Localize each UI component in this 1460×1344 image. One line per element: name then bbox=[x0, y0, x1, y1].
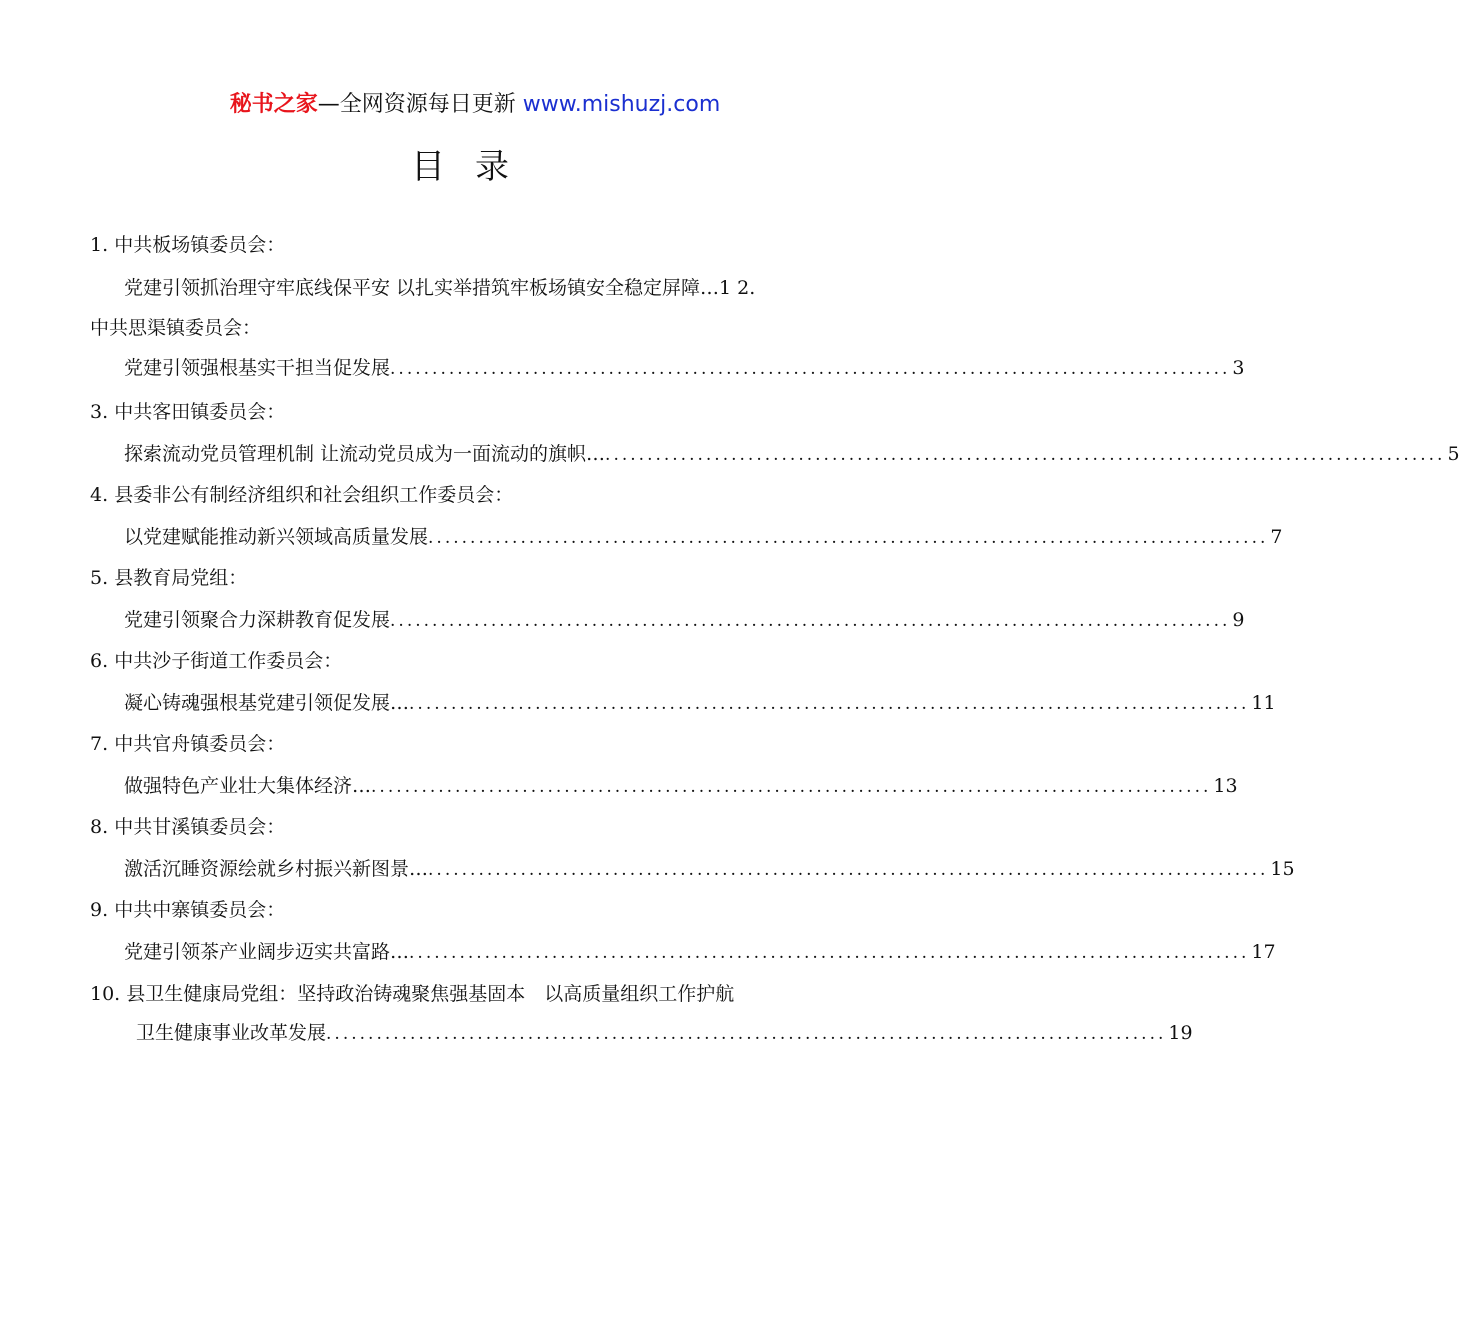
toc-page-number: 9 bbox=[1232, 609, 1245, 631]
toc-leader-dots: .................................................................................................... bbox=[326, 1024, 1167, 1044]
toc-org-10 bbox=[90, 980, 734, 1008]
toc-page-number: 7 bbox=[1270, 526, 1283, 548]
toc-org-6 bbox=[90, 647, 342, 675]
toc-org-4 bbox=[90, 481, 513, 509]
toc-page-number: 5 bbox=[1447, 443, 1460, 465]
banner-dash: — bbox=[317, 92, 340, 117]
site-url[interactable]: www.mishuzj.com bbox=[522, 92, 721, 117]
site-banner bbox=[0, 88, 950, 122]
toc-entry-10[interactable] bbox=[136, 1019, 1193, 1048]
toc-org-label: 中共客田镇委员会： bbox=[114, 401, 286, 423]
toc-org-label: 中共官舟镇委员会： bbox=[114, 733, 286, 755]
toc-page-number: 17 bbox=[1251, 941, 1276, 963]
toc-leader-dots: .................................................................................................... bbox=[390, 611, 1231, 631]
toc-number: 6. bbox=[90, 650, 109, 672]
toc-leader-dots: .................................................................................................... bbox=[428, 860, 1269, 880]
toc-org-5 bbox=[90, 564, 247, 592]
toc-leader-dots: .................................................................................................... bbox=[371, 777, 1212, 797]
toc-number: 3. bbox=[90, 401, 109, 423]
toc-org-3 bbox=[90, 398, 285, 426]
toc-entry-title: 党建引领抓治理守牢底线保平安 以扎实举措筑牢板场镇安全稳定屏障…1 2. bbox=[124, 277, 756, 299]
toc-org-7 bbox=[90, 730, 285, 758]
toc-org-label: 中共中寨镇委员会： bbox=[114, 899, 286, 921]
toc-page-number: 3 bbox=[1232, 357, 1245, 379]
toc-page-number: 19 bbox=[1168, 1022, 1193, 1044]
toc-entry-title: 做强特色产业壮大集体经济… bbox=[124, 775, 372, 797]
toc-org-label: 县卫生健康局党组：坚持政治铸魂聚焦强基固本 以高质量组织工作护航 bbox=[126, 983, 735, 1005]
toc-leader-dots: .................................................................................................... bbox=[390, 359, 1231, 379]
toc-number: 7. bbox=[90, 733, 109, 755]
toc-leader-dots: .................................................................................................... bbox=[409, 943, 1250, 963]
toc-entry-title: 党建引领茶产业阔步迈实共富路… bbox=[124, 941, 410, 963]
toc-leader-dots: .................................................................................................... bbox=[409, 694, 1250, 714]
toc-entry-title: 党建引领强根基实干担当促发展 bbox=[124, 357, 391, 379]
toc-entry-9[interactable] bbox=[124, 938, 1276, 967]
toc-number: 4. bbox=[90, 484, 109, 506]
toc-org-label: 县委非公有制经济组织和社会组织工作委员会： bbox=[114, 484, 514, 506]
toc-leader-dots: .................................................................................................... bbox=[605, 445, 1446, 465]
page-title: 目录 bbox=[411, 147, 539, 187]
toc-number: 1. bbox=[90, 234, 109, 256]
toc-entry-title: 党建引领聚合力深耕教育促发展 bbox=[124, 609, 391, 631]
toc-number: 8. bbox=[90, 816, 109, 838]
toc-org-label: 中共甘溪镇委员会： bbox=[114, 816, 286, 838]
toc-page-number: 11 bbox=[1251, 692, 1276, 714]
toc-org-label: 县教育局党组： bbox=[114, 567, 248, 589]
toc-entry-title: 卫生健康事业改革发展 bbox=[136, 1022, 327, 1044]
toc-page-number: 15 bbox=[1270, 858, 1295, 880]
toc-entry-title: 探索流动党员管理机制 让流动党员成为一面流动的旗帜… bbox=[124, 443, 606, 465]
toc-page-number: 13 bbox=[1213, 775, 1238, 797]
toc-entry-2[interactable] bbox=[124, 354, 1245, 383]
site-tagline: 全网资源每日更新 bbox=[339, 92, 516, 117]
toc-org-8 bbox=[90, 813, 285, 841]
toc-leader-dots: .................................................................................................... bbox=[428, 528, 1269, 548]
toc-org-2 bbox=[90, 314, 261, 342]
toc-entry-title: 凝心铸魂强根基党建引领促发展… bbox=[124, 692, 410, 714]
toc-entry-5[interactable] bbox=[124, 606, 1245, 635]
toc-number: 5. bbox=[90, 567, 109, 589]
toc-entry-4[interactable] bbox=[124, 523, 1283, 552]
toc-org-label: 中共板场镇委员会： bbox=[114, 234, 286, 256]
toc-entry-7[interactable] bbox=[124, 772, 1238, 801]
toc-number: 10. bbox=[90, 983, 121, 1005]
toc-org-1 bbox=[90, 231, 285, 259]
toc-entry-title: 激活沉睡资源绘就乡村振兴新图景… bbox=[124, 858, 429, 880]
toc-org-label: 中共思渠镇委员会： bbox=[90, 317, 262, 339]
toc-entry-1[interactable] bbox=[124, 274, 755, 302]
toc-entry-title: 以党建赋能推动新兴领域高质量发展 bbox=[124, 526, 429, 548]
site-brand: 秘书之家 bbox=[229, 92, 318, 117]
toc-org-9 bbox=[90, 896, 285, 924]
toc-entry-6[interactable] bbox=[124, 689, 1276, 718]
toc-org-label: 中共沙子街道工作委员会： bbox=[114, 650, 343, 672]
toc-number: 9. bbox=[90, 899, 109, 921]
toc-entry-8[interactable] bbox=[124, 855, 1295, 884]
toc-entry-3[interactable] bbox=[124, 440, 1460, 469]
